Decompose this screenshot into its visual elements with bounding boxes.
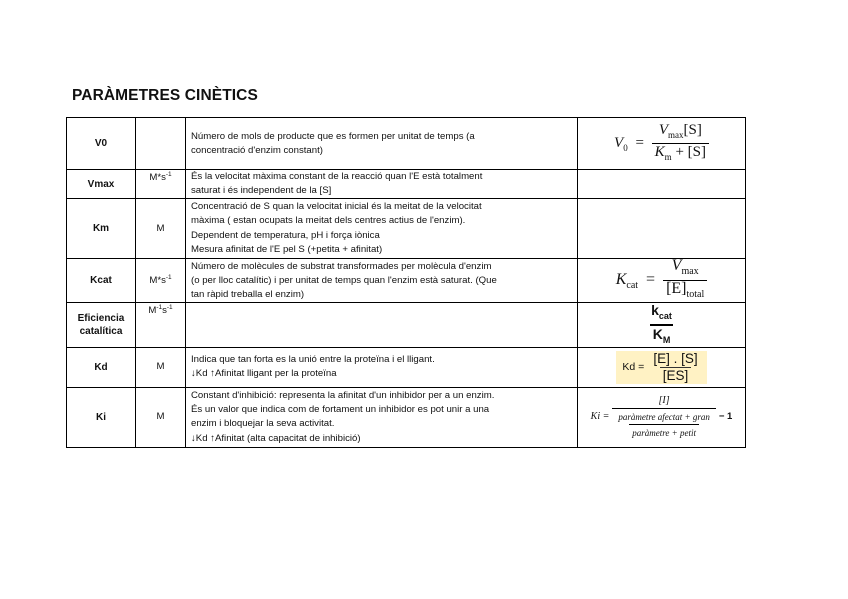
kcat-equation: $K_{cat}$ = $\frac{V_{max}}{[E]_{total}}$ (616, 271, 708, 288)
param-unit: M (136, 387, 186, 447)
param-unit (136, 118, 186, 170)
empty-formula-cell (578, 170, 746, 199)
ki-formula (578, 387, 746, 447)
param-description (186, 303, 578, 348)
table-row-kcat (67, 259, 746, 303)
kd-equation: Kd = $\frac{[E] . [S]}{[ES]}$ (616, 351, 706, 384)
param-unit: $M*s^{-1}$ (136, 259, 186, 303)
kcat-formula (578, 259, 746, 303)
param-name: Eficiencia catalítica (67, 303, 136, 348)
kd-formula (578, 347, 746, 387)
table-row-ki (67, 387, 746, 447)
kcat-over-km-equation: $\frac{k_{cat}}{K_M}$ (651, 302, 672, 345)
efficiency-formula (578, 303, 746, 348)
param-unit: M (136, 199, 186, 259)
param-description: Constant d'inhibició: representa la afinitat d'un inhibidor per a un enzim. És un valor que indica com de fortament un inhibidor es pot unir a una enzim i bloquejar la seva activitat. ↓Kd ↑Afinitat (alta capacitat de inhibició) (186, 387, 578, 447)
table-row-v0 (67, 118, 746, 170)
kinetic-parameters-table (66, 117, 746, 448)
param-description: Indica que tan forta es la unió entre la proteïna i el lligant. ↓Kd ↑Afinitat lligant per la proteïna (186, 347, 578, 387)
param-description: Número de molècules de substrat transformades per molècula d'enzim (o per lloc catalític) i per unitat de temps quan l'enzim està saturat. (Que tan ràpid treballa el enzim) (186, 259, 578, 303)
param-unit: $M*s^{-1}$ (136, 170, 186, 199)
ki-equation: Ki = $\frac{[I]}{\frac{\text{paràmetre afectat + gran}}{\text{paràmetre + petit}}}$ − 1 (590, 395, 733, 439)
param-name: Kcat (67, 259, 136, 303)
table-row-km (67, 199, 746, 259)
param-name: Vmax (67, 170, 136, 199)
empty-formula-cell (578, 199, 746, 259)
param-description: És la velocitat màxima constant de la reacció quan l'E està totalment saturat i és independent de la [S] (186, 170, 578, 199)
table-row-vmax (67, 170, 746, 199)
param-unit: M (136, 347, 186, 387)
table-row-catalytic-efficiency (67, 303, 746, 348)
table-row-kd (67, 347, 746, 387)
param-name: Kd (67, 347, 136, 387)
param-description: Número de mols de producte que es formen per unitat de temps (a concentració d'enzim constant) (186, 118, 578, 170)
param-unit: $M^{-1}s^{-1}$ (136, 303, 186, 348)
page-title: PARÀMETRES CINÈTICS (72, 87, 258, 104)
param-name: Ki (67, 387, 136, 447)
v0-formula (578, 118, 746, 170)
param-name: Km (67, 199, 136, 259)
param-name: V0 (67, 118, 136, 170)
michaelis-menten-equation: $V_0$ = $\frac{V_{max}[S]}{K_m + [S]}$ (614, 135, 709, 151)
param-description: Concentració de S quan la velocitat inicial és la meitat de la velocitat màxima ( estan ocupats la meitat dels centres actius de l'enzim). Dependent de temperatura, pH i força iònica Mesura afinitat de l'E pel S (+petita + afinitat) (186, 199, 578, 259)
